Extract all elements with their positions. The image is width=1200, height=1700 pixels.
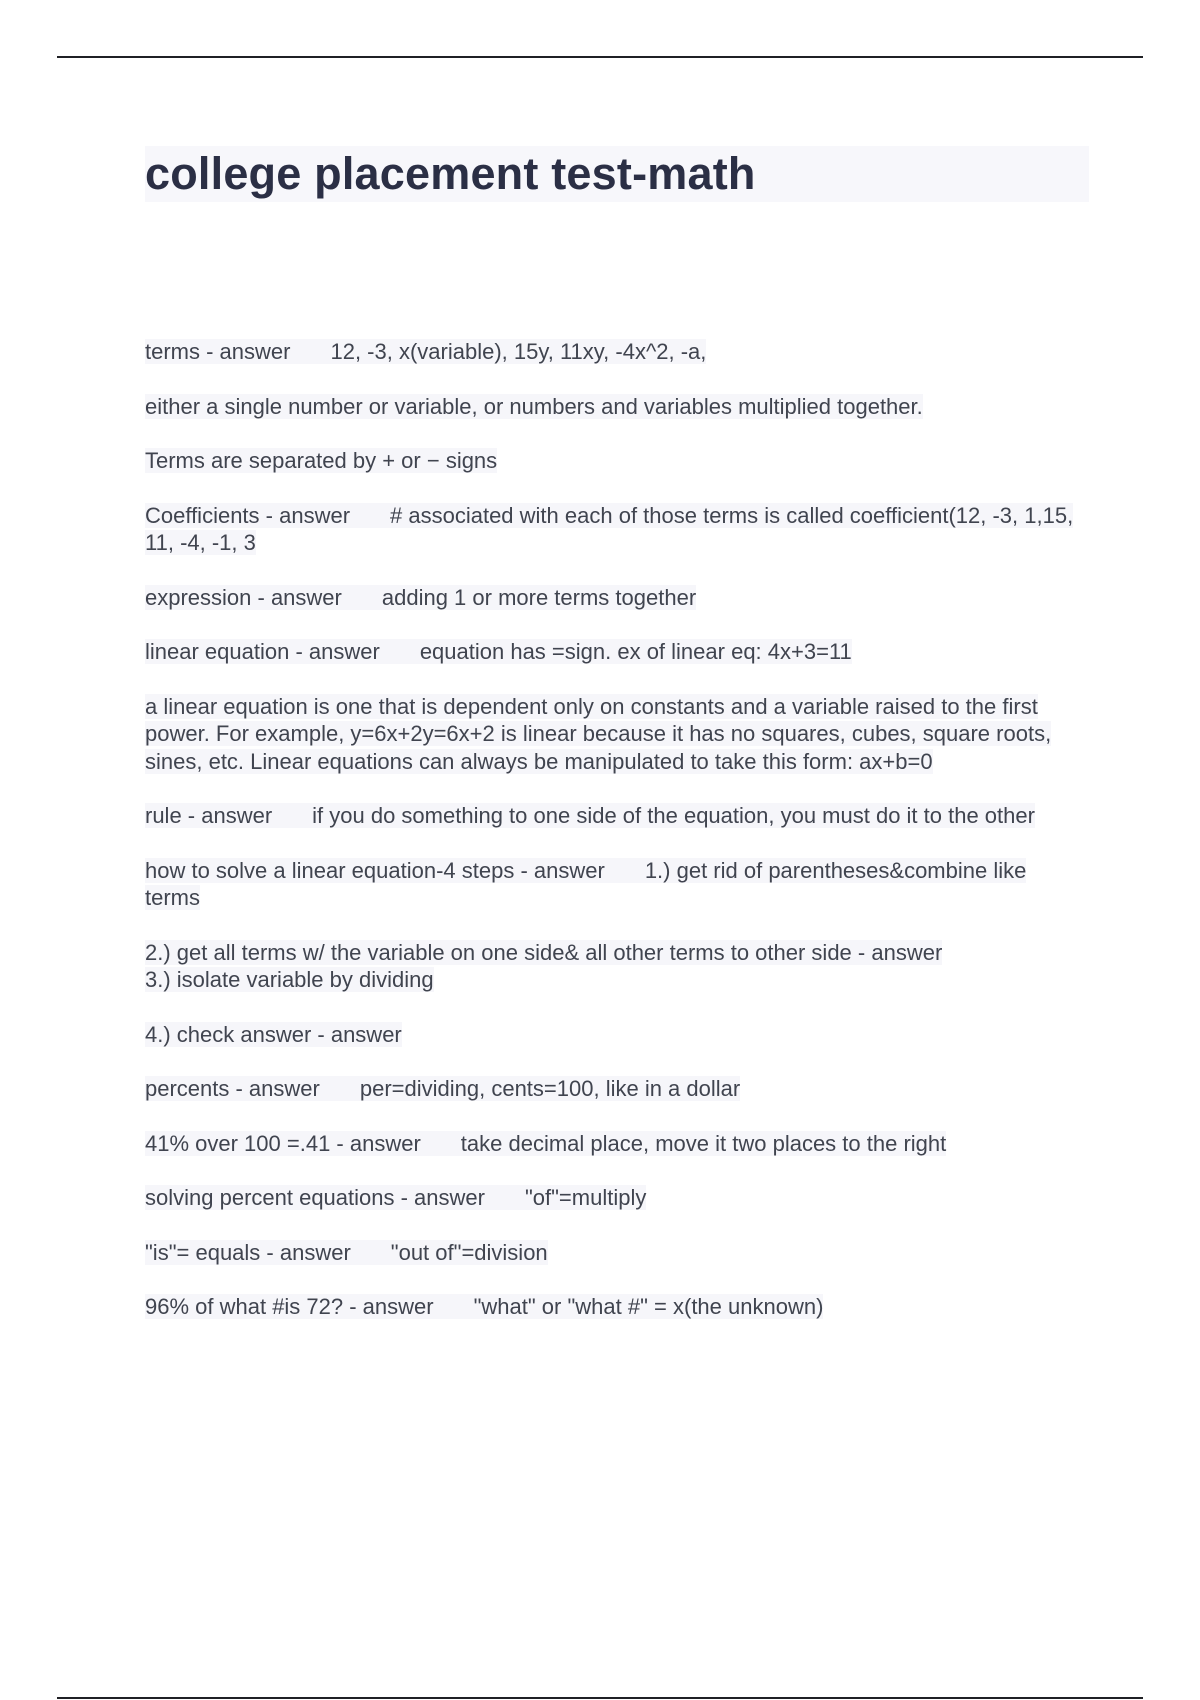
- list-item: [145, 1184, 1085, 1212]
- entry-definition: 1.) get rid of parentheses&combine like terms: [145, 857, 1027, 910]
- entry-term: percents - answer: [145, 1076, 320, 1101]
- list-item: [145, 447, 1085, 475]
- entry-term: rule - answer: [145, 803, 273, 828]
- entry-definition: "what" or "what #" = x(the unknown): [473, 1294, 824, 1319]
- entry-term: 96% of what #is 72? - answer: [145, 1294, 434, 1319]
- entry-definition: either a single number or variable, or numbers and variables multiplied together.: [145, 393, 923, 419]
- list-item: [145, 338, 1085, 366]
- entry-term: terms - answer: [145, 339, 291, 364]
- entry-definition: 3.) isolate variable by dividing: [145, 967, 434, 992]
- page-title: college placement test-math: [145, 146, 1089, 202]
- entry-term: 41% over 100 =.41 - answer: [145, 1130, 421, 1156]
- entry-definition: # associated with each of those terms is called coefficient(12, -3, 1,15, 11, -4, -1, 3: [145, 502, 1074, 555]
- list-item: [145, 693, 1085, 776]
- bottom-rule: [57, 1697, 1143, 1699]
- list-item: [145, 1293, 1085, 1321]
- entry-definition: equation has =sign. ex of linear eq: 4x+3=11: [419, 639, 852, 664]
- list-item: [145, 502, 1085, 557]
- entry-term: 4.) check answer - answer: [145, 1021, 402, 1047]
- entry-definition: a linear equation is one that is dependent only on constants and a variable raised to the first power. For example, y=6x+2y=6x+2 is linear because it has no squares, cubes, square roots, sines, etc. Linear equations can always be manipulated to take this form: ax+b=0: [145, 693, 1052, 774]
- entry-definition: per=dividing, cents=100, like in a dollar: [359, 1076, 741, 1101]
- entry-definition: adding 1 or more terms together: [381, 584, 697, 610]
- list-item: [145, 857, 1085, 912]
- entry-definition: 12, -3, x(variable), 15y, 11xy, -4x^2, -a,: [330, 339, 707, 364]
- entry-term: expression - answer: [145, 584, 342, 610]
- entry-definition: "of"=multiply: [524, 1185, 647, 1210]
- list-item: [145, 939, 1085, 994]
- list-item: [145, 1075, 1085, 1103]
- top-rule: [57, 56, 1143, 58]
- list-item: [145, 802, 1085, 830]
- entry-term: solving percent equations - answer: [145, 1185, 485, 1210]
- flashcard-list: [145, 338, 1085, 1348]
- entry-definition: take decimal place, move it two places to the right: [460, 1130, 947, 1156]
- entry-definition: if you do something to one side of the equation, you must do it to the other: [312, 803, 1035, 828]
- entry-term: how to solve a linear equation-4 steps - answer: [145, 857, 605, 883]
- entry-definition: Terms are separated by + or − signs: [145, 448, 498, 473]
- entry-term: "is"= equals - answer: [145, 1239, 351, 1265]
- list-item: [145, 584, 1085, 612]
- entry-definition: "out of"=division: [390, 1239, 548, 1265]
- list-item: [145, 393, 1085, 421]
- list-item: [145, 1021, 1085, 1049]
- entry-term: linear equation - answer: [145, 639, 380, 664]
- entry-term: 2.) get all terms w/ the variable on one side& all other terms to other side - answer: [145, 939, 943, 965]
- list-item: [145, 1239, 1085, 1267]
- list-item: [145, 1130, 1085, 1158]
- entry-term: Coefficients - answer: [145, 502, 351, 528]
- list-item: [145, 638, 1085, 666]
